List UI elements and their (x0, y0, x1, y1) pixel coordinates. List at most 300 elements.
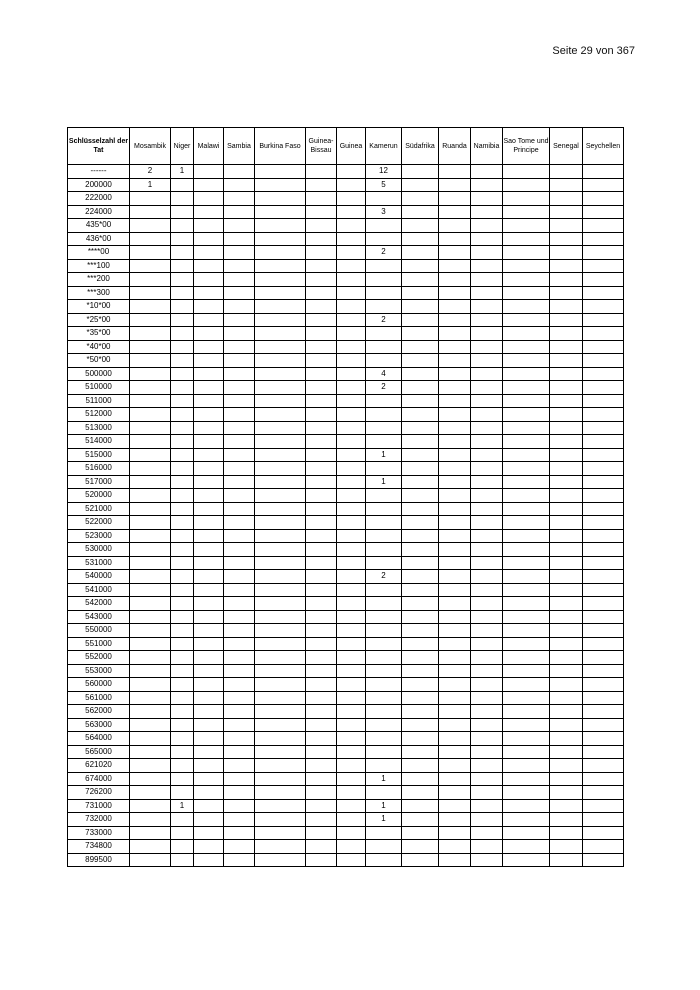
table-cell (583, 516, 624, 530)
table-cell (130, 826, 171, 840)
row-key-cell: 899500 (68, 853, 130, 867)
table-cell (306, 232, 337, 246)
table-cell (503, 448, 550, 462)
table-cell (439, 664, 471, 678)
table-cell (471, 637, 503, 651)
table-cell (171, 354, 194, 368)
table-cell (337, 840, 366, 854)
table-cell (471, 772, 503, 786)
table-cell (130, 772, 171, 786)
table-cell (130, 732, 171, 746)
table-cell (337, 813, 366, 827)
table-row (68, 772, 624, 786)
table-cell (194, 529, 224, 543)
table-cell (402, 826, 439, 840)
table-cell (439, 327, 471, 341)
table-cell (503, 732, 550, 746)
row-key-cell: *50*00 (68, 354, 130, 368)
table-cell (337, 664, 366, 678)
table-cell (366, 691, 402, 705)
table-cell (471, 597, 503, 611)
table-cell (583, 408, 624, 422)
table-cell (503, 637, 550, 651)
table-cell (402, 219, 439, 233)
table-row (68, 826, 624, 840)
table-cell (402, 475, 439, 489)
table-cell (306, 772, 337, 786)
table-cell (583, 327, 624, 341)
table-cell (171, 759, 194, 773)
table-cell (224, 286, 255, 300)
table-cell (471, 475, 503, 489)
table-cell: 2 (366, 570, 402, 584)
table-cell (503, 205, 550, 219)
table-cell (171, 273, 194, 287)
table-cell (306, 435, 337, 449)
table-cell: 2 (130, 165, 171, 179)
table-cell (224, 853, 255, 867)
row-key-cell: 512000 (68, 408, 130, 422)
table-cell (306, 853, 337, 867)
table-cell (471, 381, 503, 395)
table-cell (255, 664, 306, 678)
table-cell (337, 475, 366, 489)
table-cell (583, 219, 624, 233)
table-cell (550, 340, 583, 354)
table-cell (255, 273, 306, 287)
table-cell (550, 786, 583, 800)
table-cell: 3 (366, 205, 402, 219)
table-cell (402, 165, 439, 179)
table-cell (171, 462, 194, 476)
table-cell (255, 259, 306, 273)
table-cell (366, 300, 402, 314)
table-cell (583, 192, 624, 206)
table-cell (306, 178, 337, 192)
table-row (68, 529, 624, 543)
table-cell (402, 840, 439, 854)
table-cell (337, 448, 366, 462)
table-cell (224, 448, 255, 462)
table-cell (255, 219, 306, 233)
table-cell (337, 192, 366, 206)
table-cell (224, 840, 255, 854)
table-cell (255, 705, 306, 719)
table-cell (255, 759, 306, 773)
table-cell (130, 624, 171, 638)
row-key-cell: ***200 (68, 273, 130, 287)
table-cell (224, 826, 255, 840)
table-cell (550, 502, 583, 516)
table-cell (224, 340, 255, 354)
table-cell (224, 165, 255, 179)
table-cell (130, 300, 171, 314)
table-cell (550, 408, 583, 422)
row-key-cell: *40*00 (68, 340, 130, 354)
table-cell (194, 340, 224, 354)
table-cell (224, 273, 255, 287)
table-cell (306, 759, 337, 773)
table-cell (439, 772, 471, 786)
table-cell (224, 408, 255, 422)
row-key-cell: 542000 (68, 597, 130, 611)
table-cell (583, 246, 624, 260)
table-cell (130, 678, 171, 692)
table-cell (583, 813, 624, 827)
row-key-cell: 732000 (68, 813, 130, 827)
row-key-cell: 224000 (68, 205, 130, 219)
table-cell (130, 408, 171, 422)
table-header (68, 128, 624, 165)
table-cell (366, 340, 402, 354)
table-cell (402, 610, 439, 624)
table-cell (366, 273, 402, 287)
row-key-cell: 563000 (68, 718, 130, 732)
table-cell (503, 219, 550, 233)
table-cell (255, 205, 306, 219)
table-cell (402, 570, 439, 584)
table-cell (471, 273, 503, 287)
table-cell: 5 (366, 178, 402, 192)
table-cell (337, 691, 366, 705)
table-cell (171, 556, 194, 570)
table-cell (439, 624, 471, 638)
table-cell (439, 840, 471, 854)
table-cell (255, 165, 306, 179)
table-cell (402, 718, 439, 732)
table-cell (439, 678, 471, 692)
table-cell (224, 597, 255, 611)
table-cell (471, 691, 503, 705)
table-cell (550, 772, 583, 786)
table-cell (471, 705, 503, 719)
table-cell (255, 502, 306, 516)
table-cell (439, 570, 471, 584)
statistics-table (67, 127, 624, 867)
table-cell (194, 745, 224, 759)
table-cell (306, 502, 337, 516)
table-cell (130, 421, 171, 435)
table-cell (194, 664, 224, 678)
table-cell (194, 853, 224, 867)
table-cell (503, 691, 550, 705)
table-cell (439, 381, 471, 395)
row-key-cell: ****00 (68, 246, 130, 260)
column-header: Ruanda (439, 128, 471, 165)
table-cell (255, 570, 306, 584)
table-cell (337, 529, 366, 543)
table-cell (402, 340, 439, 354)
table-cell (471, 610, 503, 624)
table-cell (402, 664, 439, 678)
table-cell (306, 691, 337, 705)
table-cell (130, 205, 171, 219)
page-number: Seite 29 von 367 (552, 45, 635, 57)
table-cell (130, 367, 171, 381)
table-cell (503, 273, 550, 287)
table-cell (255, 678, 306, 692)
table-cell (550, 583, 583, 597)
table-cell (402, 529, 439, 543)
table-cell (130, 786, 171, 800)
table-cell (402, 178, 439, 192)
table-cell (503, 462, 550, 476)
table-cell (306, 826, 337, 840)
table-cell (471, 529, 503, 543)
table-cell (503, 475, 550, 489)
row-key-cell: 530000 (68, 543, 130, 557)
table-cell (130, 664, 171, 678)
table-cell (255, 529, 306, 543)
table-cell (224, 786, 255, 800)
column-header: Mosambik (130, 128, 171, 165)
table-cell (366, 624, 402, 638)
table-row (68, 246, 624, 260)
table-cell (224, 624, 255, 638)
table-cell (194, 178, 224, 192)
table-cell (583, 664, 624, 678)
table-cell (130, 799, 171, 813)
table-cell (439, 516, 471, 530)
table-cell (503, 570, 550, 584)
table-cell (306, 313, 337, 327)
table-cell (439, 610, 471, 624)
table-row (68, 570, 624, 584)
table-cell (337, 165, 366, 179)
row-key-cell: 513000 (68, 421, 130, 435)
row-key-cell: 436*00 (68, 232, 130, 246)
table-cell (503, 840, 550, 854)
table-cell (550, 273, 583, 287)
table-cell (550, 192, 583, 206)
table-row (68, 691, 624, 705)
table-cell (194, 732, 224, 746)
table-cell (171, 597, 194, 611)
table-cell (306, 205, 337, 219)
table-cell (194, 759, 224, 773)
table-cell (337, 745, 366, 759)
table-cell (130, 192, 171, 206)
column-header: Südafrika (402, 128, 439, 165)
table-body (68, 165, 624, 867)
table-cell (194, 597, 224, 611)
table-cell (255, 381, 306, 395)
table-cell (171, 219, 194, 233)
table-cell (583, 799, 624, 813)
table-cell (366, 354, 402, 368)
table-cell (171, 705, 194, 719)
table-cell (337, 718, 366, 732)
table-cell (224, 232, 255, 246)
table-cell (583, 570, 624, 584)
row-key-cell: 520000 (68, 489, 130, 503)
table-cell (366, 678, 402, 692)
table-cell (471, 786, 503, 800)
table-cell (337, 597, 366, 611)
table-cell (550, 732, 583, 746)
table-cell (583, 637, 624, 651)
table-cell (583, 772, 624, 786)
table-cell (130, 556, 171, 570)
table-cell (471, 556, 503, 570)
table-cell (306, 367, 337, 381)
table-cell (171, 448, 194, 462)
table-cell (439, 543, 471, 557)
table-cell (224, 691, 255, 705)
table-cell (337, 286, 366, 300)
table-cell (366, 732, 402, 746)
table-cell (402, 624, 439, 638)
row-key-cell: 515000 (68, 448, 130, 462)
table-cell (337, 502, 366, 516)
table-cell (130, 570, 171, 584)
table-cell (130, 610, 171, 624)
table-cell (130, 543, 171, 557)
table-cell (306, 192, 337, 206)
table-cell (255, 732, 306, 746)
table-cell (439, 799, 471, 813)
row-key-cell: 531000 (68, 556, 130, 570)
table-cell (366, 435, 402, 449)
column-header: Guinea-Bissau (306, 128, 337, 165)
table-cell (471, 516, 503, 530)
table-cell: 4 (366, 367, 402, 381)
table-cell (130, 259, 171, 273)
table-cell (583, 435, 624, 449)
column-header: Seychellen (583, 128, 624, 165)
table-cell (306, 165, 337, 179)
row-key-cell: 540000 (68, 570, 130, 584)
table-cell (471, 853, 503, 867)
table-cell (255, 583, 306, 597)
row-key-cell: 435*00 (68, 219, 130, 233)
table-cell (194, 772, 224, 786)
table-cell (471, 813, 503, 827)
table-cell (224, 664, 255, 678)
table-cell (194, 192, 224, 206)
table-cell (583, 543, 624, 557)
table-cell (306, 556, 337, 570)
table-cell (366, 192, 402, 206)
table-cell (402, 556, 439, 570)
table-cell (337, 489, 366, 503)
table-cell (583, 421, 624, 435)
table-cell (171, 192, 194, 206)
table-cell (171, 489, 194, 503)
table-cell (503, 718, 550, 732)
table-cell (224, 354, 255, 368)
table-row (68, 840, 624, 854)
table-cell (439, 556, 471, 570)
table-cell (130, 840, 171, 854)
table-cell (255, 246, 306, 260)
table-cell (306, 664, 337, 678)
table-cell (130, 691, 171, 705)
table-cell (194, 259, 224, 273)
table-cell (439, 745, 471, 759)
table-cell (402, 597, 439, 611)
table-cell (583, 556, 624, 570)
table-cell (130, 340, 171, 354)
table-cell (366, 853, 402, 867)
table-row (68, 624, 624, 638)
table-row (68, 813, 624, 827)
table-cell (439, 246, 471, 260)
table-cell (550, 381, 583, 395)
table-cell (171, 340, 194, 354)
table-cell (439, 826, 471, 840)
table-cell (194, 367, 224, 381)
table-cell (224, 300, 255, 314)
table-cell (550, 448, 583, 462)
table-cell (471, 286, 503, 300)
column-header: Burkina Faso (255, 128, 306, 165)
table-cell (503, 799, 550, 813)
table-cell (439, 583, 471, 597)
table-row (68, 165, 624, 179)
table-cell (224, 799, 255, 813)
table-cell (550, 637, 583, 651)
table-cell (471, 826, 503, 840)
column-header: Kamerun (366, 128, 402, 165)
column-header-key: Schlüsselzahl der Tat (68, 128, 130, 165)
table-cell (171, 610, 194, 624)
table-cell (130, 813, 171, 827)
table-cell (306, 354, 337, 368)
table-cell (366, 745, 402, 759)
table-cell (439, 192, 471, 206)
table-cell (471, 408, 503, 422)
table-cell (503, 232, 550, 246)
table-cell (439, 313, 471, 327)
table-cell (194, 448, 224, 462)
table-cell (550, 556, 583, 570)
table-cell (471, 205, 503, 219)
table-cell (171, 664, 194, 678)
table-cell (550, 232, 583, 246)
table-cell (337, 543, 366, 557)
table-cell (194, 813, 224, 827)
table-cell (255, 327, 306, 341)
table-cell (224, 556, 255, 570)
table-cell (306, 489, 337, 503)
table-cell (255, 624, 306, 638)
table-row (68, 759, 624, 773)
table-cell (583, 354, 624, 368)
table-cell (194, 570, 224, 584)
table-cell (471, 624, 503, 638)
table-cell (255, 556, 306, 570)
table-cell (550, 327, 583, 341)
table-cell (503, 259, 550, 273)
table-cell (224, 502, 255, 516)
table-cell (337, 367, 366, 381)
table-cell (402, 408, 439, 422)
row-key-cell: 222000 (68, 192, 130, 206)
table-cell (306, 246, 337, 260)
table-cell (439, 300, 471, 314)
table-cell (550, 570, 583, 584)
column-header: Niger (171, 128, 194, 165)
table-cell (337, 259, 366, 273)
table-cell (306, 381, 337, 395)
table-cell (402, 732, 439, 746)
table-row (68, 205, 624, 219)
table-cell (224, 475, 255, 489)
table-cell (471, 502, 503, 516)
table-cell (337, 826, 366, 840)
table-cell (402, 786, 439, 800)
